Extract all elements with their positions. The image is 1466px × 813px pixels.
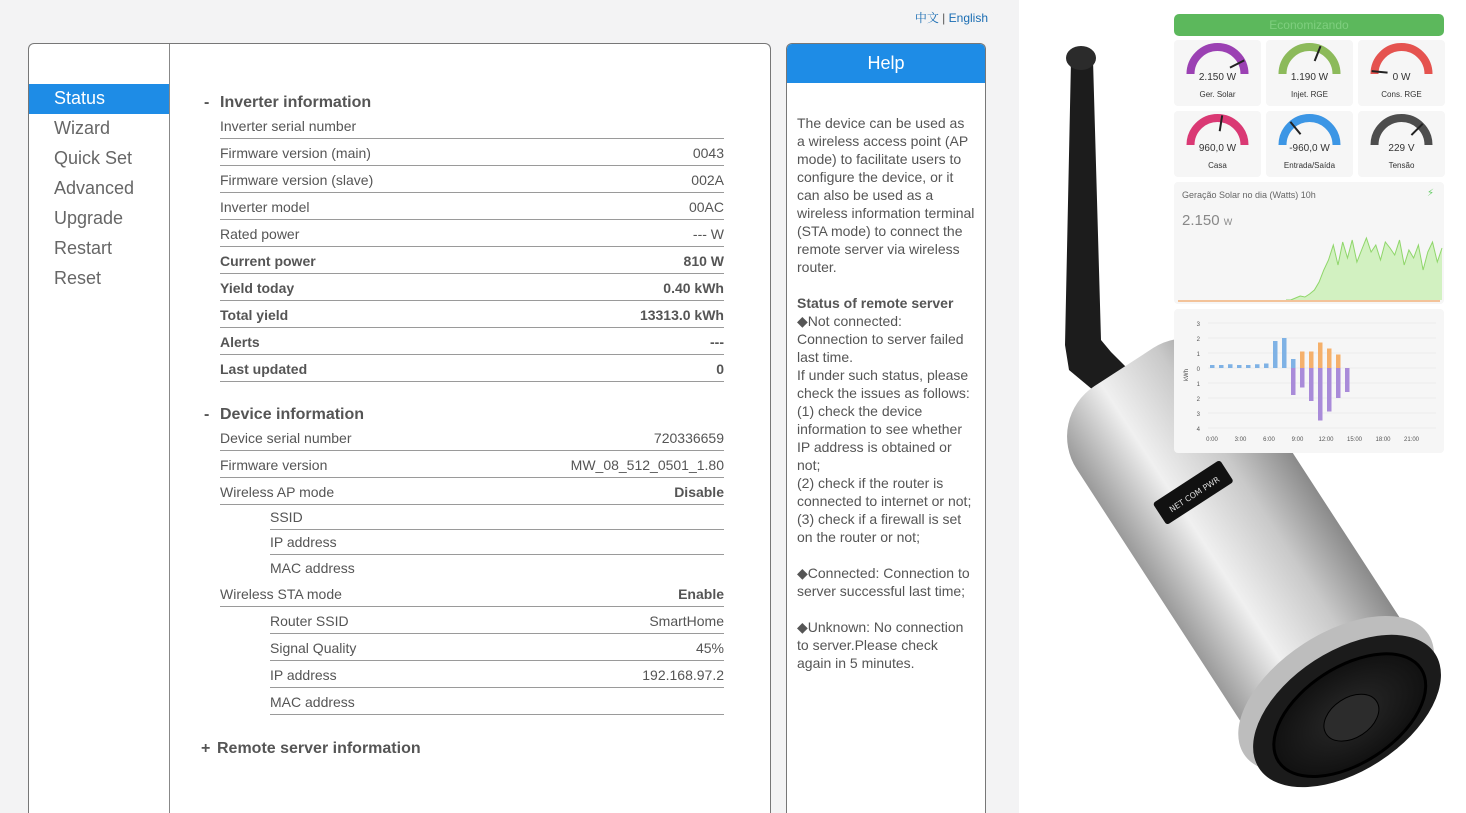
expand-toggle-icon: + (201, 740, 211, 757)
row-label: Firmware version (220, 457, 328, 473)
row-value: 0.40 kWh (663, 280, 724, 296)
table-row (270, 555, 724, 580)
table-row (220, 478, 724, 505)
bar-up (1210, 365, 1215, 368)
sidebar-item-status[interactable]: Status (29, 84, 169, 114)
language-english-link[interactable]: English (948, 11, 988, 25)
row-label: Firmware version (slave) (220, 172, 374, 188)
help-body (787, 83, 985, 672)
card-title: Geração Solar no dia (Watts) 10h (1182, 190, 1316, 200)
status-content (201, 92, 724, 760)
section-title: Device information (220, 406, 365, 423)
energy-bar-chart (1174, 309, 1444, 453)
bar-up (1264, 364, 1269, 369)
gauge-label: Casa (1208, 161, 1227, 170)
sidebar (29, 44, 170, 813)
x-tick-label: 12:00 (1318, 437, 1334, 443)
gauge-fill (1191, 47, 1245, 74)
help-not-connected-desc: Connection to server failed last time. (797, 331, 964, 365)
language-separator: | (942, 11, 946, 25)
collapse-toggle-icon: - (204, 94, 210, 111)
row-value: SmartHome (649, 613, 724, 629)
help-intro: The device can be used as a wireless access point (AP mode) to facilitate users to configure the device, or it can also be used as a wireless information terminal (STA mode) to connect the remote server via wireless router. (797, 115, 975, 275)
gauge-value: 229 V (1388, 143, 1415, 154)
remote-section-header[interactable] (201, 738, 724, 760)
help-unknown: ◆Unknown: No connection to server.Please check again in 5 minutes. (797, 619, 964, 671)
sidebar-item-quick-set[interactable]: Quick Set (54, 148, 133, 168)
gauge-house (1174, 111, 1261, 177)
bar-down (1309, 368, 1314, 401)
row-value: --- W (692, 226, 724, 242)
row-label: Yield today (220, 280, 295, 296)
bar-up (1318, 343, 1323, 369)
solar-line-chart (1174, 182, 1444, 304)
bar-down (1318, 368, 1323, 421)
row-label: Firmware version (main) (220, 145, 371, 161)
table-row (220, 193, 724, 220)
svg-text:NET COM PWR: NET COM PWR (1167, 474, 1222, 515)
bar-down (1327, 368, 1332, 412)
row-label: Inverter model (220, 199, 310, 215)
row-label: IP address (270, 534, 337, 550)
row-value: Enable (678, 586, 724, 602)
bar-down (1291, 368, 1296, 395)
bar-up (1300, 352, 1305, 369)
gauge-value: 2.150 W (1198, 72, 1237, 83)
y-axis-label: kWh (1184, 369, 1190, 381)
sidebar-item-upgrade[interactable]: Upgrade (54, 208, 124, 228)
gauge-value: -960,0 W (1289, 143, 1330, 154)
gauge-grid-injection (1266, 40, 1353, 106)
row-label: Device serial number (220, 430, 352, 446)
table-row (220, 139, 724, 166)
bar-down (1300, 368, 1305, 388)
x-tick-label: 21:00 (1403, 437, 1420, 443)
x-tick-label: 6:00 (1263, 437, 1275, 443)
card-value (1182, 212, 1232, 229)
row-label: Last updated (220, 361, 308, 377)
sidebar-item-reset[interactable]: Reset (54, 268, 102, 288)
bar-up (1282, 338, 1287, 368)
row-value: 00AC (688, 199, 724, 215)
table-row (220, 355, 724, 382)
y-tick-label: 2 (1196, 337, 1200, 343)
unit-label: W (1223, 217, 1233, 227)
table-row (270, 505, 724, 530)
table-row (270, 607, 724, 634)
bar-up (1327, 349, 1332, 369)
help-connected: ◆Connected: Connection to server successful last time; (797, 565, 970, 599)
row-value: 810 W (683, 253, 724, 269)
x-tick-label: 0:00 (1206, 437, 1218, 443)
row-label: Wireless STA mode (220, 586, 342, 602)
row-label: MAC address (270, 694, 355, 710)
table-row (220, 328, 724, 355)
row-value: 192.168.97.2 (642, 667, 724, 683)
bar-down (1336, 368, 1341, 398)
table-row (270, 661, 724, 688)
row-label: MAC address (270, 560, 355, 576)
gauge-fill (1375, 47, 1429, 74)
bolt-icon: ⚡ (1426, 188, 1434, 199)
table-row (220, 580, 724, 607)
row-label: Wireless AP mode (220, 484, 335, 500)
row-label: Total yield (220, 307, 289, 323)
x-tick-label: 3:00 (1234, 437, 1247, 443)
gauge-solar-generation (1174, 40, 1261, 106)
status-banner: Economizando (1174, 14, 1444, 36)
help-check-2: (2) check if the router is connected to internet or not; (797, 475, 972, 509)
gauge-voltage (1358, 111, 1445, 177)
device-section-header[interactable] (204, 404, 724, 426)
gauge-label: Cons. RGE (1381, 90, 1422, 99)
table-row (220, 114, 724, 139)
bar-up (1336, 355, 1341, 369)
help-status-heading: Status of remote server (797, 295, 954, 311)
gauge-label: Tensão (1388, 161, 1415, 170)
energy-dashboard (1174, 14, 1444, 453)
gauge-grid (1174, 40, 1444, 177)
table-row (220, 247, 724, 274)
x-tick-label: 18:00 (1375, 437, 1391, 443)
table-row (270, 688, 724, 715)
row-label: Router SSID (270, 613, 349, 629)
bar-up (1246, 365, 1251, 368)
help-not-connected: ◆Not connected: (797, 313, 902, 329)
energy-bar-card (1174, 309, 1444, 453)
row-label: Signal Quality (270, 640, 357, 656)
gauge-value: 1.190 W (1290, 72, 1329, 83)
bar-up (1228, 364, 1233, 368)
table-row (220, 166, 724, 193)
table-row (220, 451, 724, 478)
row-label: IP address (270, 667, 337, 683)
bar-up (1273, 341, 1278, 368)
gauge-in-out (1266, 111, 1353, 177)
sidebar-item-wizard[interactable]: Wizard (54, 118, 111, 138)
help-panel (786, 43, 986, 813)
bar-up (1291, 359, 1296, 368)
x-tick-label: 9:00 (1291, 437, 1304, 443)
section-title: Inverter information (220, 94, 372, 111)
language-switcher (915, 9, 988, 26)
table-row (270, 634, 724, 661)
current-power-value: 2.150 (1182, 212, 1220, 229)
sidebar-item-restart[interactable]: Restart (54, 238, 113, 258)
row-value: 002A (691, 172, 724, 188)
help-title: Help (787, 44, 985, 83)
row-label: Alerts (220, 334, 260, 350)
y-tick-label: 4 (1196, 427, 1200, 433)
bar-up (1255, 364, 1260, 368)
help-check-1: (1) check the device information to see whether IP address is obtained or not; (797, 403, 962, 473)
x-tick-label: 15:00 (1346, 437, 1363, 443)
gauge-grid-consumption (1358, 40, 1445, 106)
row-value: 0 (716, 361, 724, 377)
row-value: 0043 (692, 145, 724, 161)
gauge-fill (1283, 47, 1337, 74)
inverter-section-header[interactable] (204, 92, 724, 114)
help-check-intro: If under such status, please check the issues as follows: (797, 367, 970, 401)
area-fill (1174, 238, 1442, 300)
table-row (220, 426, 724, 451)
y-tick-label: 0 (1196, 367, 1200, 373)
y-tick-label: 3 (1196, 322, 1200, 328)
main-panel (28, 43, 771, 813)
row-value: 13313.0 kWh (639, 307, 724, 323)
sidebar-nav (29, 84, 169, 294)
gauge-value: 960,0 W (1198, 143, 1237, 154)
gauge-label: Injet. RGE (1291, 90, 1328, 99)
section-title: Remote server information (217, 740, 421, 757)
sidebar-item-advanced[interactable]: Advanced (54, 178, 135, 198)
bar-up (1237, 365, 1242, 368)
gauge-label: Entrada/Saída (1283, 161, 1336, 170)
gauge-fill (1191, 118, 1245, 145)
table-row (220, 274, 724, 301)
y-tick-label: 3 (1196, 412, 1200, 418)
bar-up (1219, 365, 1224, 368)
row-label: Rated power (220, 226, 300, 242)
help-check-3: (3) check if a firewall is set on the router or not; (797, 511, 962, 545)
row-value: --- (710, 334, 724, 350)
collapse-toggle-icon: - (204, 406, 210, 423)
row-value: Disable (674, 484, 724, 500)
row-label: Inverter serial number (220, 118, 357, 134)
y-tick-label: 1 (1196, 352, 1200, 358)
gauge-fill (1375, 118, 1429, 145)
row-label: SSID (270, 509, 303, 525)
bar-up (1309, 352, 1314, 369)
bar-down (1345, 368, 1350, 392)
table-row (220, 220, 724, 247)
table-row (270, 530, 724, 555)
table-row (220, 301, 724, 328)
gauge-value: 0 W (1392, 72, 1411, 83)
row-value: 720336659 (653, 430, 724, 446)
row-label: Current power (220, 253, 316, 269)
y-tick-label: 2 (1196, 397, 1200, 403)
y-tick-label: 1 (1196, 382, 1200, 388)
language-chinese-link[interactable]: 中文 (914, 11, 939, 25)
row-value: 45% (695, 640, 724, 656)
gauge-label: Ger. Solar (1199, 90, 1236, 99)
solar-generation-card (1174, 182, 1444, 304)
row-value: MW_08_512_0501_1.80 (570, 457, 724, 473)
